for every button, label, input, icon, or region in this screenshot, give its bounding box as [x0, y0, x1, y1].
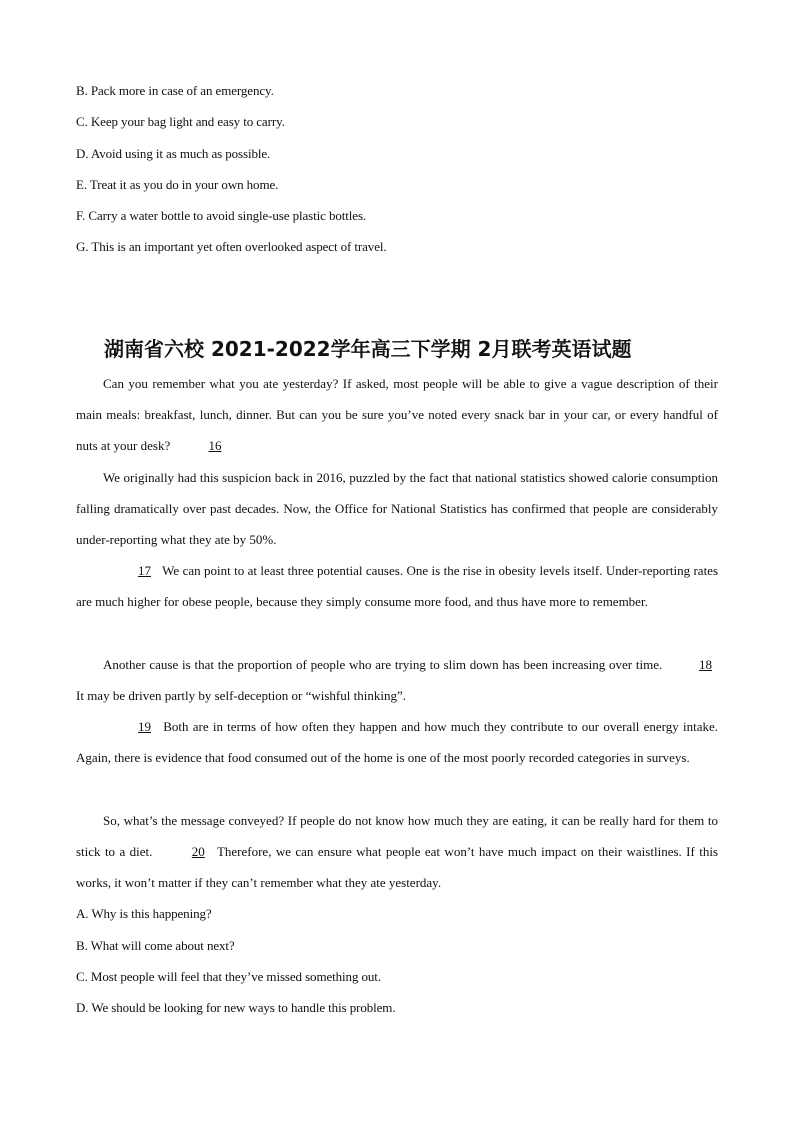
paragraph-6-text-a: So, what’s the message conveyed? If people do not know how much they are eating, it can be really hard for them to stick to a diet.	[76, 813, 718, 860]
paragraph-2	[76, 462, 718, 556]
blank-18: 18	[699, 657, 713, 672]
paragraph-6	[76, 805, 718, 899]
blank-16: 16	[208, 438, 222, 454]
paragraph-5	[76, 711, 718, 773]
paragraph-3	[76, 555, 718, 617]
option-d: D. We should be looking for new ways to handle this problem.	[76, 1000, 396, 1015]
paragraph-1-text: Can you remember what you ate yesterday? If asked, most people will be able to give a vague description of their main meals: breakfast, lunch, dinner. But can you be sure you’ve noted every snack bar in your car, or every handful of nuts at your desk?	[76, 376, 718, 454]
prev-option-c: C. Keep your bag light and easy to carry.	[76, 114, 285, 129]
prev-option-f: F. Carry a water bottle to avoid single-use plastic bottles.	[76, 208, 367, 223]
paragraph-4	[76, 649, 718, 711]
prev-option-e: E. Treat it as you do in your own home.	[76, 177, 279, 192]
paragraph-4-text-b: It may be driven partly by self-deception or “wishful thinking”.	[76, 688, 406, 704]
paragraph-2-text: We originally had this suspicion back in 2016, puzzled by the fact that national statistics showed calorie consumption falling dramatically over past decades. Now, the Office for National Statistics has confirmed that people are considerably under-reporting what they ate by 50%.	[76, 470, 718, 548]
blank-17: 17	[138, 563, 151, 578]
prev-option-d: D. Avoid using it as much as possible.	[76, 146, 271, 161]
blank-20: 20	[191, 844, 205, 860]
paragraph-4-text-a: Another cause is that the proportion of people who are trying to slim down has been increasing over time.	[103, 657, 663, 672]
paragraph-3-text: We can point to at least three potential causes. One is the rise in obesity levels itself. Under-reporting rates are much higher for obese people, because they simply consume more food, and thus have more to remember.	[76, 563, 719, 610]
blank-19: 19	[138, 719, 151, 734]
paragraph-1	[76, 368, 718, 462]
option-b: B. What will come about next?	[76, 938, 235, 953]
prev-option-g: G. This is an important yet often overlooked aspect of travel.	[76, 239, 387, 254]
prev-option-b: B. Pack more in case of an emergency.	[76, 83, 274, 98]
option-a: A. Why is this happening?	[76, 906, 212, 921]
paragraph-6-text-b: Therefore, we can ensure what people eat won’t have much impact on their waistlines. If this works, it won’t matter if they can’t remember what they ate yesterday.	[76, 844, 719, 891]
paragraph-5-text: Both are in terms of how often they happen and how much they contribute to our overall energy intake. Again, there is evidence that food consumed out of the home is one of the most poorly recorded categories in surveys.	[76, 719, 719, 766]
exam-title: 湖南省六校 2021-2022学年高三下学期 2月联考英语试题	[104, 337, 632, 361]
option-c: C. Most people will feel that they’ve missed something out.	[76, 969, 381, 984]
